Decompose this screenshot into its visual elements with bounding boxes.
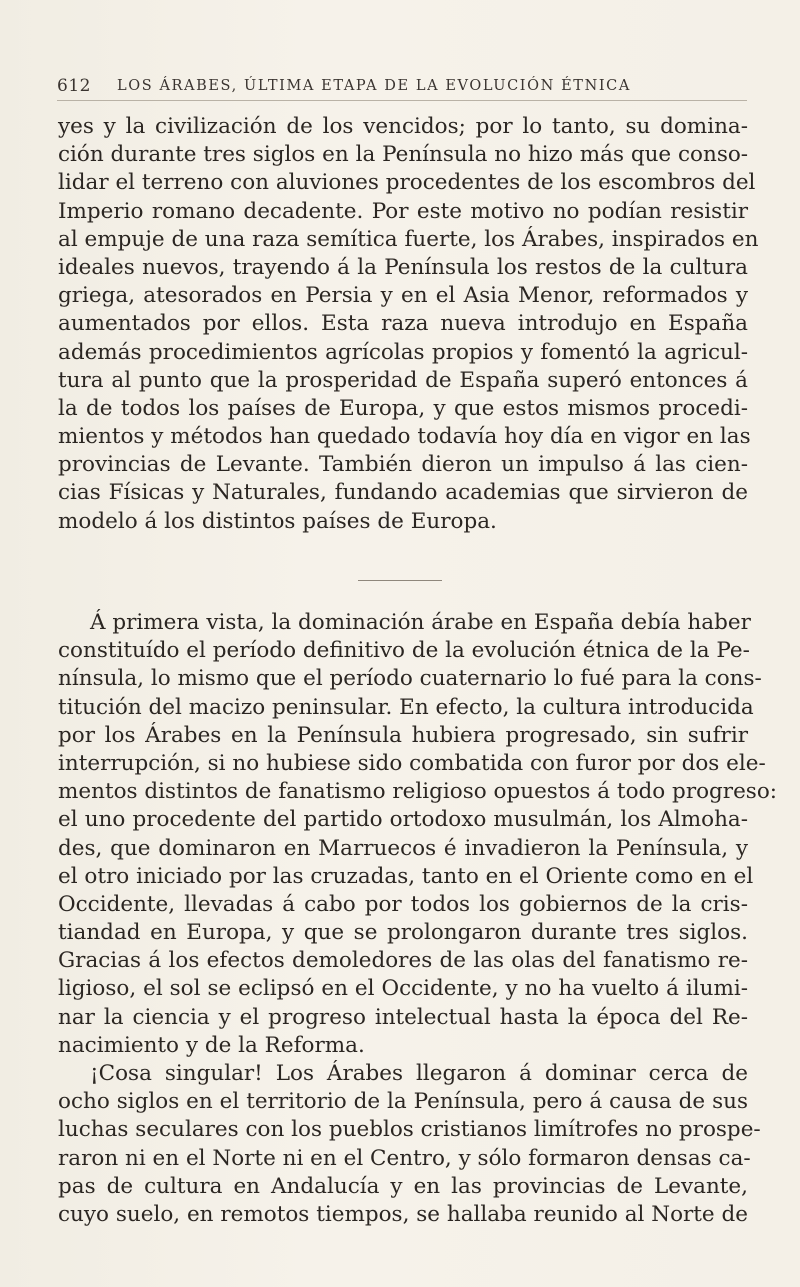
text-line: ción durante tres siglos en la Península no hizo más que conso- — [58, 142, 749, 168]
text-line: cias Físicas y Naturales, fundando academias que sirvieron de — [58, 480, 748, 506]
text-line: nínsula, lo mismo que el período cuaternario lo fué para la cons- — [58, 666, 762, 692]
page-number: 612 — [57, 76, 91, 96]
text-line: Gracias á los efectos demoledores de las olas del fanatismo re- — [58, 948, 748, 974]
text-line: mientos y métodos han quedado todavía hoy día en vigor en las — [58, 424, 751, 450]
text-line: el uno procedente del partido ortodoxo musulmán, los Almoha- — [58, 807, 748, 833]
text-line: ocho siglos en el territorio de la Península, pero á causa de sus — [58, 1089, 748, 1115]
running-head: LOS ÁRABES, ÚLTIMA ETAPA DE LA EVOLUCIÓN ÉTNICA — [117, 78, 631, 94]
text-line: titución del macizo peninsular. En efecto, la cultura introducida — [58, 694, 754, 720]
text-line: además procedimientos agrícolas propios y fomentó la agricul- — [58, 339, 748, 365]
paragraph-1 — [58, 113, 759, 536]
text-line: provincias de Levante. También dieron un impulso á las cien- — [58, 452, 748, 478]
text-line: interrupción, si no hubiese sido combatida con furor por dos ele- — [58, 750, 766, 776]
text-line: cuyo suelo, en remotos tiempos, se hallaba reunido al Norte de — [58, 1201, 748, 1227]
text-line: Á primera vista, la dominación árabe en España debía haber — [90, 610, 751, 635]
text-line: nar la ciencia y el progreso intelectual hasta la época del Re- — [58, 1004, 748, 1030]
text-line: lidar el terreno con aluviones procedentes de los escombros del — [58, 170, 756, 196]
text-line: tiandad en Europa, y que se prolongaron durante tres siglos. — [58, 920, 748, 946]
text-line: constituído el período definitivo de la evolución étnica de la Pe- — [58, 638, 750, 664]
text-line: luchas seculares con los pueblos cristianos limítrofes no prospe- — [58, 1117, 761, 1143]
text-line: la de todos los países de Europa, y que estos mismos procedi- — [58, 395, 748, 421]
section-divider — [358, 580, 442, 581]
text-line: mentos distintos de fanatismo religioso opuestos á todo progreso: — [58, 779, 778, 805]
text-line: ligioso, el sol se eclipsó en el Occidente, y no ha vuelto á ilumi- — [58, 976, 748, 1002]
text-line: nacimiento y de la Reforma. — [58, 1032, 365, 1058]
text-line: Occidente, llevadas á cabo por todos los gobiernos de la cris- — [58, 891, 748, 917]
text-line: Imperio romano decadente. Por este motivo no podían resistir — [58, 198, 748, 224]
text-line: por los Árabes en la Península hubiera progresado, sin sufrir — [58, 722, 748, 748]
text-line: ¡Cosa singular! Los Árabes llegaron á dominar cerca de — [90, 1061, 748, 1086]
text-line: yes y la civilización de los vencidos; por lo tanto, su domina- — [58, 114, 748, 139]
header-rule — [57, 100, 747, 101]
text-line: pas de cultura en Andalucía y en las provincias de Levante, — [58, 1173, 748, 1199]
text-line: des, que dominaron en Marruecos é invadieron la Península, y — [58, 835, 748, 861]
text-line: el otro iniciado por las cruzadas, tanto en el Oriente como en el — [58, 863, 754, 889]
text-line: ideales nuevos, trayendo á la Península los restos de la cultura — [58, 254, 748, 280]
page-header — [57, 76, 747, 102]
text-line: aumentados por ellos. Esta raza nueva introdujo en España — [58, 311, 748, 337]
text-line: griega, atesorados en Persia y en el Asia Menor, reformados y — [58, 283, 748, 309]
paragraph-2 — [58, 609, 778, 1229]
text-line: modelo á los distintos países de Europa. — [58, 508, 497, 534]
text-line: al empuje de una raza semítica fuerte, los Árabes, inspirados en — [58, 226, 759, 252]
text-line: raron ni en el Norte ni en el Centro, y sólo formaron densas ca- — [58, 1145, 751, 1171]
text-line: tura al punto que la prosperidad de España superó entonces á — [58, 367, 748, 393]
